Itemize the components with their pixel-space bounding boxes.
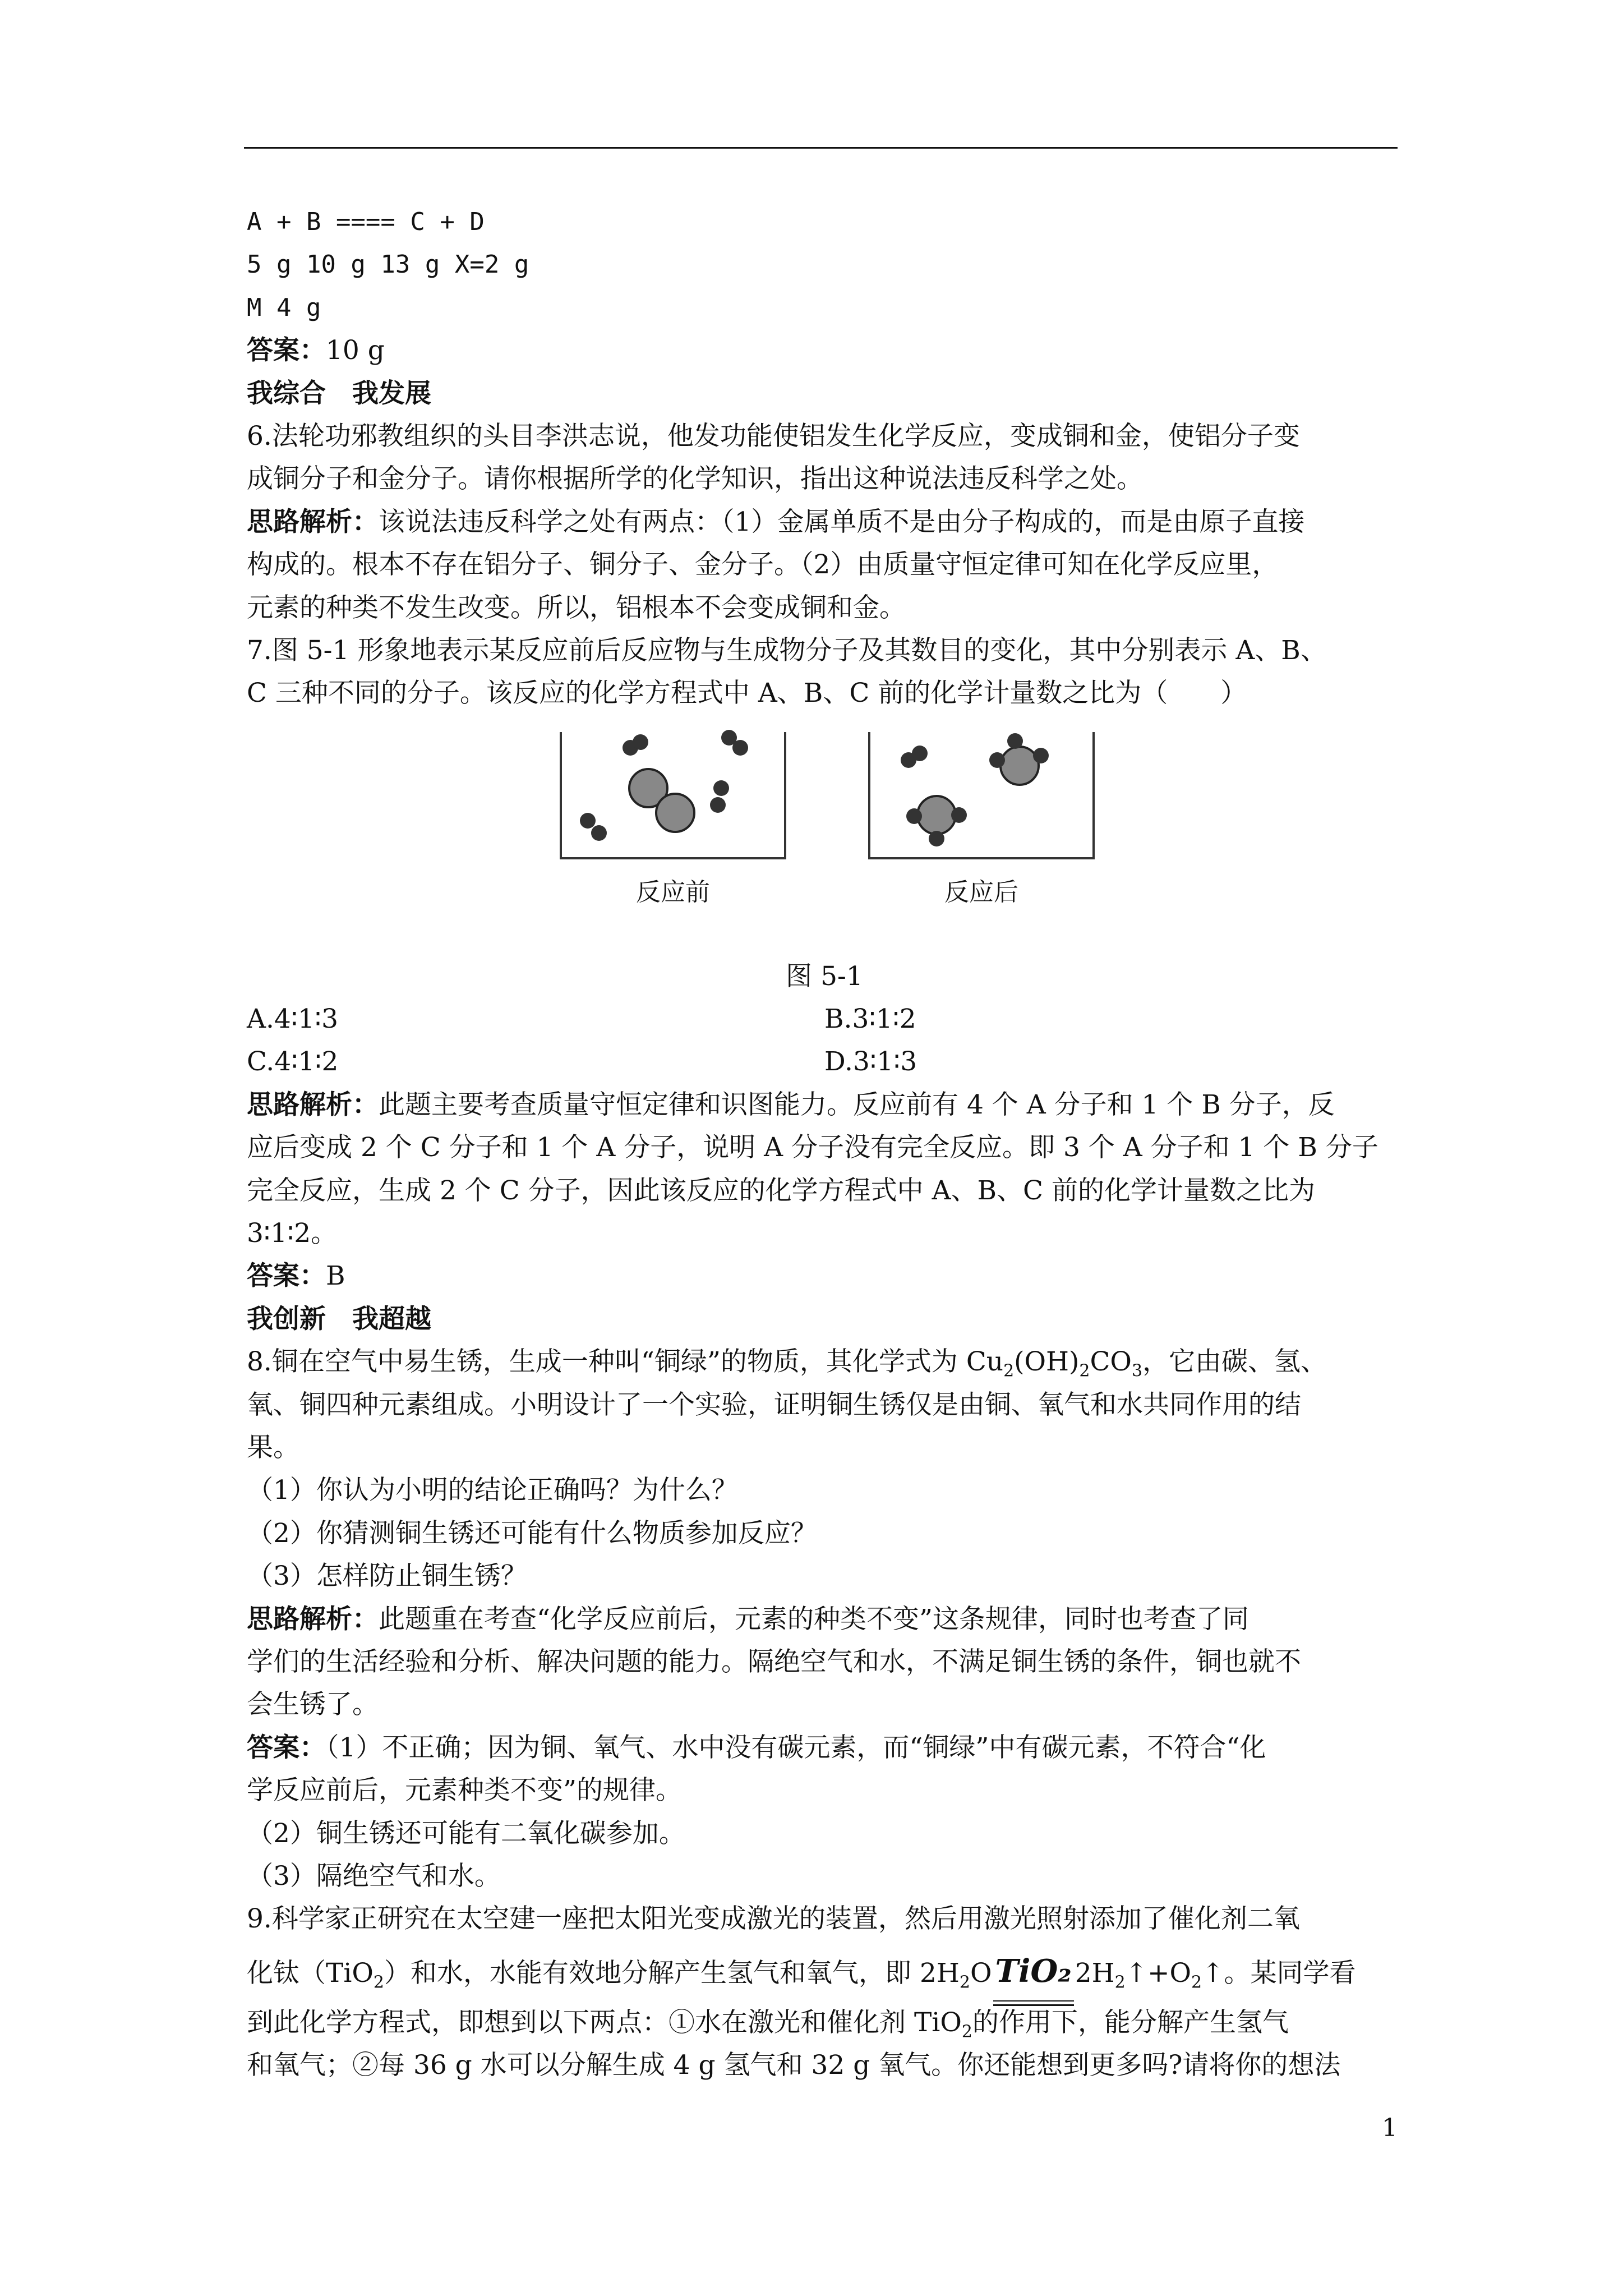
q7-analysis-line <box>247 1084 1402 1126</box>
q8-answer-line: （2）铜生锈还可能有二氧化碳参加。 <box>247 1818 685 1849</box>
answer-value: B <box>326 1260 345 1292</box>
label-after: 反应后 <box>944 877 1018 907</box>
analysis-text: 此题重在考查“化学反应前后，元素的种类不变”这条规律，同时也考查了同 <box>379 1603 1249 1635</box>
mass-line-1: 5 g 10 g 13 g X=2 g <box>247 250 529 279</box>
q7-analysis-line: 3∶1∶2。 <box>247 1218 338 1249</box>
q8-answer-line: （3）隔绝空气和水。 <box>247 1860 501 1892</box>
beaker-after <box>869 732 1094 858</box>
text: CO <box>1090 1346 1132 1378</box>
q7-question-line: C 三种不同的分子。该反应的化学方程式中 A、B、C 前的化学计量数之比为（ ） <box>247 678 1247 709</box>
subscript: 2 <box>1003 1361 1015 1381</box>
q8-subquestion: （2）你猜测铜生锈还可能有什么物质参加反应？ <box>247 1517 817 1549</box>
q8-answer-line: 学反应前后，元素种类不变”的规律。 <box>247 1775 683 1806</box>
option-d: D.3∶1∶3 <box>824 1046 917 1078</box>
q8-analysis-line <box>247 1598 1402 1641</box>
molecules-after <box>901 733 1049 846</box>
q6-analysis-line: 元素的种类不发生改变。所以，铝根本不会变成铜和金。 <box>247 592 906 623</box>
answer-label: 答案： <box>247 1732 326 1763</box>
text: ，它由碳、氢、 <box>1142 1346 1327 1378</box>
text: 到此化学方程式，即想到以下两点：①水在激光和催化剂 TiO <box>247 2007 962 2038</box>
q8-answer-line <box>247 1727 1402 1769</box>
q6-question-line: 6.法轮功邪教组织的头目李洪志说，他发功能使铝发生化学反应，变成铜和金，使铝分子变 <box>247 420 1300 452</box>
text: ↑+O <box>1125 1957 1192 1989</box>
figure-5-1 <box>247 721 1402 955</box>
figure-caption: 图 5-1 <box>786 960 863 992</box>
q8-question-line: 果。 <box>247 1432 299 1463</box>
q8-question-line: 氧、铜四种元素组成。小明设计了一个实验，证明铜生锈仅是由铜、氧气和水共同作用的结 <box>247 1389 1301 1420</box>
analysis-text: 此题主要考查质量守恒定律和识图能力。反应前有 4 个 A 分子和 1 个 B 分子，反 <box>379 1089 1335 1120</box>
option-b: B.3∶1∶2 <box>824 1004 916 1035</box>
q9-line <box>247 2001 1402 2044</box>
text: 化钛（TiO <box>247 1957 374 1989</box>
q7-analysis-line: 应后变成 2 个 C 分子和 1 个 A 分子，说明 A 分子没有完全反应。即 3 个 A 分子和 1 个 B 分子 <box>247 1132 1378 1163</box>
q9-line <box>247 1941 1402 2001</box>
option-a: A.4∶1∶3 <box>247 1004 339 1035</box>
q6-analysis-line <box>247 501 1402 544</box>
answer-label: 答案： <box>247 1260 326 1292</box>
section-heading: 我综合 我发展 <box>247 378 431 409</box>
analysis-label: 思路解析： <box>247 1603 379 1635</box>
equation-line: A + B ==== C + D <box>247 208 485 236</box>
q5-answer <box>247 329 1402 372</box>
reaction-diagram <box>550 721 1110 955</box>
section-heading: 我创新 我超越 <box>247 1303 431 1335</box>
text: O <box>970 1957 992 1989</box>
q7-analysis-line: 完全反应，生成 2 个 C 分子，因此该反应的化学方程式中 A、B、C 前的化学计量数之比为 <box>247 1175 1315 1206</box>
text: ）和水，水能有效地分解产生氢气和氧气，即 2H <box>384 1957 960 1989</box>
q6-question-line: 成铜分子和金分子。请你根据所学的化学知识，指出这种说法违反科学之处。 <box>247 463 1143 495</box>
text: 8.铜在空气中易生锈，生成一种叫“铜绿”的物质，其化学式为 Cu <box>247 1346 1004 1378</box>
subscript: 2 <box>1114 1972 1126 1993</box>
text: 2H <box>1075 1957 1115 1989</box>
options-row <box>247 1041 1402 1083</box>
catalyst-over-arrow: TiO₂ <box>992 1941 1075 2001</box>
option-c: C.4∶1∶2 <box>247 1046 339 1078</box>
q7-question-line: 7.图 5-1 形象地表示某反应前后反应物与生成物分子及其数目的变化，其中分别表示 A、B、 <box>247 634 1327 666</box>
answer-text: （1）不正确；因为铜、氧气、水中没有碳元素，而“铜绿”中有碳元素，不符合“化 <box>326 1732 1266 1763</box>
q7-answer <box>247 1255 1402 1297</box>
subscript: 2 <box>1079 1361 1090 1381</box>
q8-subquestion: （3）怎样防止铜生锈？ <box>247 1561 527 1592</box>
subscript: 3 <box>1131 1361 1143 1381</box>
answer-value: 10 g <box>326 335 385 366</box>
page-number: 1 <box>1382 2114 1398 2142</box>
answer-label: 答案： <box>247 335 326 366</box>
molecules-before <box>580 730 748 841</box>
header-rule <box>244 147 1398 149</box>
q6-analysis-line: 构成的。根本不存在铝分子、铜分子、金分子。（2）由质量守恒定律可知在化学反应里， <box>247 549 1279 581</box>
page-content <box>247 201 1402 2087</box>
text: 的作用下，能分解产生氢气 <box>972 2007 1289 2038</box>
q9-line: 和氧气；②每 36 g 水可以分解生成 4 g 氢气和 32 g 氧气。你还能想到更多吗?请将你的想法 <box>247 2050 1341 2081</box>
subscript: 2 <box>961 2022 972 2042</box>
mass-line-2: M 4 g <box>247 293 321 322</box>
q9-line: 9.科学家正研究在太空建一座把太阳光变成激光的装置，然后用激光照射添加了催化剂二氧 <box>247 1903 1300 1935</box>
text: (OH) <box>1014 1346 1080 1378</box>
analysis-label: 思路解析： <box>247 1089 379 1120</box>
q8-analysis-line: 学们的生活经验和分析、解决问题的能力。隔绝空气和水，不满足铜生锈的条件，铜也就不 <box>247 1646 1301 1677</box>
label-before: 反应前 <box>636 877 710 907</box>
analysis-text: 该说法违反科学之处有两点：（1）金属单质不是由分子构成的，而是由原子直接 <box>379 506 1305 537</box>
subscript: 2 <box>373 1972 385 1993</box>
analysis-label: 思路解析： <box>247 506 379 537</box>
subscript: 2 <box>1191 1972 1202 1993</box>
q8-question-line <box>247 1341 1402 1383</box>
q8-subquestion: （1）你认为小明的结论正确吗？为什么？ <box>247 1475 738 1506</box>
subscript: 2 <box>959 1972 970 1993</box>
options-row <box>247 998 1402 1041</box>
text: ↑。某同学看 <box>1202 1957 1356 1989</box>
q8-analysis-line: 会生锈了。 <box>247 1689 379 1720</box>
